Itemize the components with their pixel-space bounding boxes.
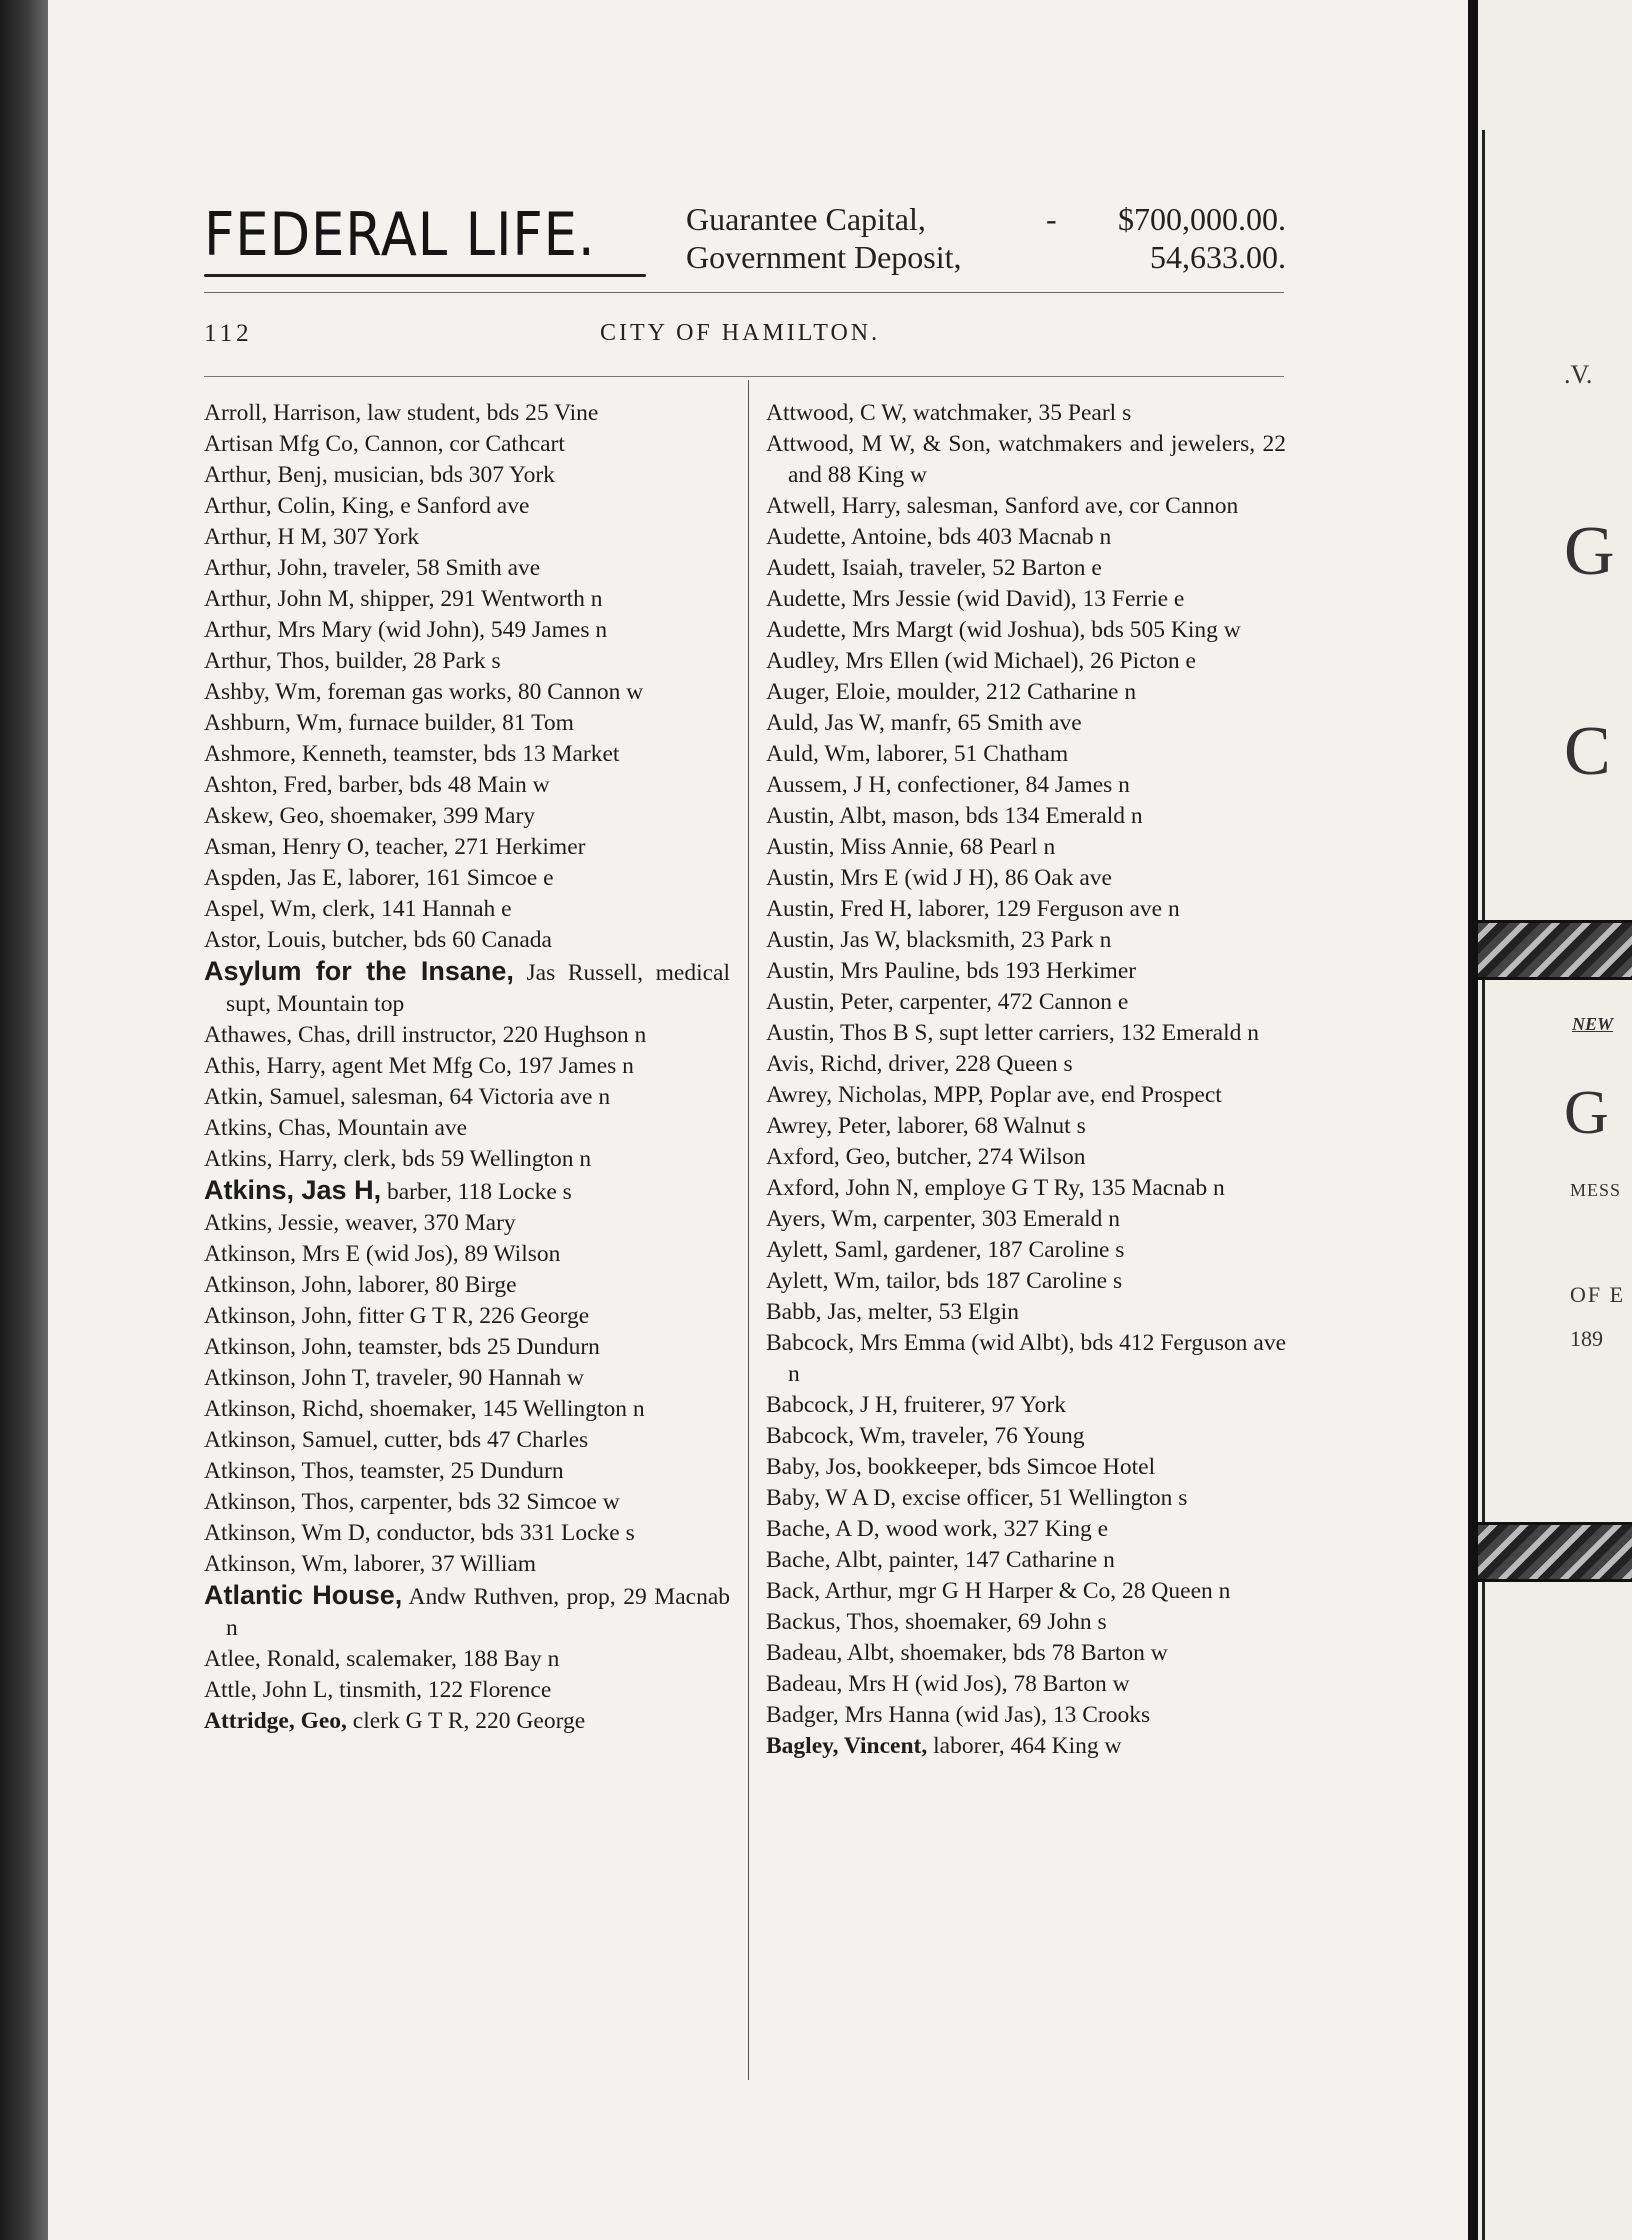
entry-details: tailor, bds 187 Caroline s: [880, 1268, 1123, 1294]
directory-entry: [204, 956, 730, 1020]
directory-entry: [766, 925, 1286, 956]
entry-name: Arthur, Thos,: [204, 648, 330, 674]
ad-row-deposit: [686, 238, 1286, 276]
entry-details: cutter, bds 47 Charles: [378, 1427, 589, 1453]
facing-fragment: 189: [1570, 1326, 1603, 1351]
entry-details: confectioner, 84 James n: [891, 772, 1130, 798]
directory-entry: [766, 863, 1286, 894]
entry-name: Axford, John N,: [766, 1175, 919, 1201]
directory-entry: [766, 1483, 1286, 1514]
entry-details: melter, 53 Elgin: [861, 1299, 1019, 1325]
ad-row-amount: 54,633.00.: [1150, 239, 1286, 275]
directory-entry: [204, 1020, 730, 1051]
entry-name: Arthur, John,: [204, 555, 328, 581]
entry-name: Atkins, Chas,: [204, 1115, 332, 1141]
entry-details: musician, bds 307 York: [327, 462, 555, 488]
directory-entry: [766, 584, 1286, 615]
entry-details: 68 Pearl n: [954, 834, 1056, 860]
entry-name: Atkinson, John T,: [204, 1365, 371, 1391]
facing-page-rule: [1482, 130, 1485, 2240]
column-divider: [748, 380, 749, 2080]
entry-name: Atkinson, Thos,: [204, 1489, 355, 1515]
entry-name: Atkinson, Wm D,: [204, 1520, 371, 1546]
entry-name: Audette, Mrs Margt: [766, 617, 953, 643]
ad-row-label: Government Deposit,: [686, 239, 962, 275]
directory-entry: [766, 956, 1286, 987]
directory-entry: [204, 553, 730, 584]
entry-details: salesman, 64 Victoria ave n: [345, 1084, 611, 1110]
directory-entry: [766, 1514, 1286, 1545]
entry-details: carpenter, 303 Emerald n: [877, 1206, 1121, 1232]
directory-entry: [204, 1706, 730, 1737]
entry-details: laborer, 51 Chatham: [870, 741, 1069, 767]
directory-entry: [204, 801, 730, 832]
page-title: CITY OF HAMILTON.: [600, 320, 881, 346]
ad-row-amount: $700,000.00.: [1118, 201, 1286, 237]
entry-name: Austin, Fred H,: [766, 896, 913, 922]
ad-figures: [686, 200, 1286, 276]
entry-name: Austin, Albt,: [766, 803, 887, 829]
entry-name: Austin, Mrs Pauline,: [766, 958, 961, 984]
entry-details: wood work, 327 King e: [879, 1516, 1109, 1542]
directory-entry: [204, 1456, 730, 1487]
entry-name: Atkinson, Thos,: [204, 1458, 355, 1484]
entry-details: butcher, 274 Wilson: [890, 1144, 1086, 1170]
entry-name: Babcock, J H,: [766, 1392, 898, 1418]
entry-name: Atkinson, John,: [204, 1272, 353, 1298]
directory-entry: [204, 1301, 730, 1332]
entry-details: scalemaker, 188 Bay n: [340, 1646, 560, 1672]
entry-details: teamster, 25 Dundurn: [354, 1458, 564, 1484]
entry-details: teacher, 271 Herkimer: [369, 834, 586, 860]
entry-details: barber, 118 Locke s: [381, 1179, 572, 1205]
entry-name: Arthur, Colin,: [204, 493, 336, 519]
directory-entry: [766, 894, 1286, 925]
directory-entry: [204, 398, 730, 429]
entry-name: Atkinson, Samuel,: [204, 1427, 379, 1453]
entry-name: Attwood, C W,: [766, 400, 908, 426]
entry-name: Awrey, Peter,: [766, 1113, 892, 1139]
entry-name: Audette, Antoine,: [766, 524, 933, 550]
federal-life-advertisement: [204, 200, 1284, 296]
directory-entry: [204, 1332, 730, 1363]
entry-name: Arthur, H M,: [204, 524, 328, 550]
directory-entry: [766, 615, 1286, 646]
facing-fragment: MESS: [1570, 1180, 1622, 1200]
directory-entry: [766, 987, 1286, 1018]
entry-name: Atkin, Samuel,: [204, 1084, 346, 1110]
entry-name: Baby, W A D,: [766, 1485, 897, 1511]
entry-details: watchmakers and jewelers, 22 and 88 King w: [788, 431, 1286, 488]
entry-name: Ashby, Wm,: [204, 679, 322, 705]
entry-details: traveler, 90 Hannah w: [370, 1365, 585, 1391]
directory-entry: [766, 1266, 1286, 1297]
entry-details: (wid Jos), 78 Barton w: [908, 1671, 1130, 1697]
entry-name: Arthur, Mrs Mary: [204, 617, 373, 643]
entry-details: teamster, bds 25 Dundurn: [352, 1334, 600, 1360]
ad-row-dash: -: [1046, 201, 1057, 237]
directory-entry: [766, 1421, 1286, 1452]
entry-name: Badeau, Mrs H: [766, 1671, 909, 1697]
entry-name: Ayers, Wm,: [766, 1206, 878, 1232]
entry-details: mgr G H Harper & Co, 28 Queen n: [892, 1578, 1231, 1604]
entry-name: Ashburn, Wm,: [204, 710, 343, 736]
directory-entry: [766, 429, 1286, 491]
directory-entry: [204, 1580, 730, 1644]
entry-details: bookkeeper, bds Simcoe Hotel: [861, 1454, 1156, 1480]
ad-rule: [204, 292, 1284, 293]
entry-details: clerk G T R, 220 George: [346, 1708, 586, 1734]
entry-name: Atkinson, Mrs E: [204, 1241, 361, 1267]
entry-details: 307 York: [327, 524, 420, 550]
entry-name: Avis, Richd,: [766, 1051, 883, 1077]
entry-name: Audett, Isaiah,: [766, 555, 904, 581]
entry-details: traveler, 76 Young: [905, 1423, 1085, 1449]
entry-name: Aussem, J H,: [766, 772, 892, 798]
entry-name: Attwood, M W, & Son,: [766, 431, 991, 457]
entry-details: (wid Joshua), bds 505 King w: [952, 617, 1241, 643]
facing-fragment: G: [1564, 513, 1615, 590]
entry-name: Awrey, Nicholas,: [766, 1082, 928, 1108]
directory-entry: [204, 1051, 730, 1082]
page-number: 112: [204, 320, 253, 347]
entry-details: Cannon, cor Cathcart: [358, 431, 565, 457]
entry-name: Auld, Wm,: [766, 741, 871, 767]
directory-entry: [766, 1111, 1286, 1142]
entry-name: Atkins, Jessie,: [204, 1210, 340, 1236]
directory-entry: [204, 1487, 730, 1518]
entry-name: Aylett, Wm,: [766, 1268, 881, 1294]
directory-entry: [766, 832, 1286, 863]
entry-details: painter, 147 Catharine n: [882, 1547, 1115, 1573]
entry-name: Aspel, Wm,: [204, 896, 317, 922]
directory-entry: [204, 460, 730, 491]
entry-details: shoemaker, bds 78 Barton w: [894, 1640, 1168, 1666]
entry-name: Aspden, Jas E,: [204, 865, 343, 891]
facing-fragment: C: [1564, 713, 1611, 790]
ad-brand: FEDERAL LIFE.: [204, 200, 596, 270]
entry-details: laborer, 37 William: [347, 1551, 537, 1577]
entry-details: bds 193 Herkimer: [960, 958, 1137, 984]
facing-page-edge: [1478, 0, 1632, 2240]
entry-name: Audley, Mrs Ellen: [766, 648, 939, 674]
directory-entry: [766, 553, 1286, 584]
entry-details: (wid Jos), 89 Wilson: [360, 1241, 561, 1267]
directory-entry: [766, 801, 1286, 832]
directory-entry: [766, 398, 1286, 429]
ad-row-label: Guarantee Capital,: [686, 201, 926, 237]
facing-fragment: .V.: [1564, 360, 1593, 389]
directory-entry: [766, 1142, 1286, 1173]
entry-details: laborer, 129 Ferguson ave n: [912, 896, 1180, 922]
directory-entry: [204, 1144, 730, 1175]
entry-details: blacksmith, 23 Park n: [900, 927, 1112, 953]
entry-details: gardener, 187 Caroline s: [888, 1237, 1125, 1263]
entry-details: shoemaker, 145 Wellington n: [363, 1396, 645, 1422]
entry-details: King, e Sanford ave: [335, 493, 530, 519]
entry-details: furnace builder, 81 Tom: [342, 710, 574, 736]
directory-entry: [766, 1204, 1286, 1235]
entry-name: Auld, Jas W,: [766, 710, 885, 736]
entry-details: traveler, 58 Smith ave: [327, 555, 541, 581]
entry-name: Atkinson, John,: [204, 1303, 353, 1329]
directory-entry: [766, 1545, 1286, 1576]
entry-name: Atlantic House,: [204, 1580, 403, 1610]
entry-name: Austin, Thos B S,: [766, 1020, 934, 1046]
directory-entry: [766, 1669, 1286, 1700]
entry-details: shoemaker, 399 Mary: [324, 803, 536, 829]
directory-entry: [204, 1518, 730, 1549]
entry-name: Askew, Geo,: [204, 803, 325, 829]
entry-details: Andw Ruthven, prop, 29 Macnab n: [226, 1584, 730, 1641]
entry-name: Asman, Henry O,: [204, 834, 370, 860]
entry-name: Arthur, Benj,: [204, 462, 328, 488]
entry-details: (wid David), 13 Ferrie e: [950, 586, 1185, 612]
entry-name: Atlee, Ronald,: [204, 1646, 341, 1672]
directory-entry: [204, 739, 730, 770]
ad-brand-underline: [204, 274, 646, 277]
directory-entry: [766, 1049, 1286, 1080]
entry-name: Baby, Jos,: [766, 1454, 862, 1480]
entry-details: builder, 28 Park s: [329, 648, 501, 674]
directory-entry: [766, 1328, 1286, 1390]
entry-details: salesman, Sanford ave, cor Cannon: [900, 493, 1239, 519]
entry-details: (wid Albt), bds 412 Ferguson ave n: [788, 1330, 1286, 1387]
directory-entry: [766, 1700, 1286, 1731]
directory-entry: [204, 1644, 730, 1675]
entry-name: Artisan Mfg Co,: [204, 431, 359, 457]
directory-entry: [766, 677, 1286, 708]
entry-details: carpenter, 472 Cannon e: [893, 989, 1129, 1015]
directory-entry: [204, 522, 730, 553]
entry-details: shoemaker, 69 John s: [899, 1609, 1107, 1635]
entry-details: drill instructor, 220 Hughson n: [350, 1022, 647, 1048]
entry-details: teamster, bds 13 Market: [387, 741, 620, 767]
entry-details: clerk, 141 Hannah e: [316, 896, 512, 922]
entry-name: Arroll, Harrison,: [204, 400, 362, 426]
entry-details: fruiterer, 97 York: [897, 1392, 1066, 1418]
directory-column-right: [766, 398, 1286, 1762]
entry-name: Audette, Mrs Jessie: [766, 586, 951, 612]
entry-name: Atkins, Harry,: [204, 1146, 338, 1172]
directory-entry: [766, 491, 1286, 522]
entry-details: law student, bds 25 Vine: [361, 400, 599, 426]
directory-entry: [766, 1018, 1286, 1049]
entry-details: clerk, bds 59 Wellington n: [337, 1146, 592, 1172]
facing-fragment: G: [1564, 1079, 1609, 1147]
directory-entry: [766, 1297, 1286, 1328]
directory-entry: [766, 739, 1286, 770]
entry-details: fitter G T R, 226 George: [352, 1303, 590, 1329]
directory-entry: [204, 1239, 730, 1270]
entry-details: manfr, 65 Smith ave: [884, 710, 1082, 736]
entry-details: foreman gas works, 80 Cannon w: [321, 679, 644, 705]
entry-name: Atkinson, Richd,: [204, 1396, 364, 1422]
entry-details: tinsmith, 122 Florence: [333, 1677, 552, 1703]
entry-name: Arthur, John M,: [204, 586, 355, 612]
entry-details: laborer, 464 King w: [927, 1733, 1122, 1759]
entry-name: Austin, Peter,: [766, 989, 894, 1015]
entry-details: watchmaker, 35 Pearl s: [907, 400, 1132, 426]
entry-name: Atkins, Jas H,: [204, 1175, 382, 1205]
directory-column-left: [204, 398, 730, 1737]
directory-entry: [204, 584, 730, 615]
directory-entry: [204, 894, 730, 925]
running-head: [204, 320, 1284, 356]
entry-details: driver, 228 Queen s: [882, 1051, 1073, 1077]
entry-details: (wid Jas), 13 Crooks: [949, 1702, 1151, 1728]
entry-name: Babcock, Mrs Emma: [766, 1330, 966, 1356]
directory-entry: [204, 1394, 730, 1425]
entry-details: employe G T Ry, 135 Macnab n: [918, 1175, 1225, 1201]
entry-name: Bache, Albt,: [766, 1547, 883, 1573]
directory-entry: [204, 863, 730, 894]
entry-details: supt letter carriers, 132 Emerald n: [933, 1020, 1259, 1046]
directory-entry: [204, 646, 730, 677]
entry-name: Athawes, Chas,: [204, 1022, 351, 1048]
entry-name: Aylett, Saml,: [766, 1237, 889, 1263]
directory-entry: [766, 1452, 1286, 1483]
facing-ornament-band: [1478, 920, 1632, 980]
entry-details: agent Met Mfg Co, 197 James n: [325, 1053, 634, 1079]
directory-entry: [204, 770, 730, 801]
entry-name: Attle, John L,: [204, 1677, 334, 1703]
directory-entry: [766, 770, 1286, 801]
entry-name: Backus, Thos,: [766, 1609, 900, 1635]
directory-entry: [204, 925, 730, 956]
ad-row-capital: [686, 200, 1286, 238]
directory-entry: [204, 1208, 730, 1239]
directory-entry: [204, 677, 730, 708]
directory-entry: [766, 1731, 1286, 1762]
entry-name: Bagley, Vincent,: [766, 1733, 928, 1759]
entry-details: mason, bds 134 Emerald n: [886, 803, 1143, 829]
scan-edge: [0, 0, 48, 2240]
directory-entry: [204, 708, 730, 739]
directory-entry: [204, 491, 730, 522]
directory-entry: [766, 1576, 1286, 1607]
entry-details: (wid John), 549 James n: [372, 617, 608, 643]
directory-entry: [766, 1607, 1286, 1638]
directory-entry: [766, 1173, 1286, 1204]
entry-details: Mountain ave: [331, 1115, 468, 1141]
entry-name: Astor, Louis,: [204, 927, 327, 953]
entry-details: carpenter, bds 32 Simcoe w: [354, 1489, 620, 1515]
directory-entry: [766, 1235, 1286, 1266]
entry-details: laborer, 80 Birge: [352, 1272, 517, 1298]
directory-entry: [766, 1638, 1286, 1669]
directory-entry: [766, 708, 1286, 739]
page-gutter: [1468, 0, 1478, 2240]
entry-details: excise officer, 51 Wellington s: [896, 1485, 1188, 1511]
entry-name: Babb, Jas,: [766, 1299, 862, 1325]
entry-details: shipper, 291 Wentworth n: [354, 586, 603, 612]
entry-name: Austin, Jas W,: [766, 927, 901, 953]
entry-details: Jas Russell, medical supt, Mountain top: [226, 960, 730, 1017]
facing-fragment: OF E: [1570, 1282, 1626, 1307]
entry-details: MPP, Poplar ave, end Prospect: [927, 1082, 1222, 1108]
entry-details: (wid Michael), 26 Picton e: [938, 648, 1196, 674]
directory-entry: [204, 429, 730, 460]
directory-entry: [204, 1675, 730, 1706]
entry-details: weaver, 370 Mary: [339, 1210, 516, 1236]
entry-name: Auger, Eloie,: [766, 679, 892, 705]
directory-entry: [204, 1363, 730, 1394]
entry-name: Attridge, Geo,: [204, 1708, 347, 1734]
entry-details: (wid J H), 86 Oak ave: [898, 865, 1112, 891]
entry-name: Athis, Harry,: [204, 1053, 326, 1079]
entry-name: Badeau, Albt,: [766, 1640, 895, 1666]
directory-entry: [204, 1082, 730, 1113]
entry-name: Austin, Miss Annie,: [766, 834, 955, 860]
directory-entry: [766, 646, 1286, 677]
entry-details: laborer, 68 Walnut s: [891, 1113, 1086, 1139]
facing-fragment: NEW: [1572, 1014, 1614, 1034]
directory-entry: [204, 1175, 730, 1208]
entry-name: Atwell, Harry,: [766, 493, 901, 519]
directory-entry: [204, 1270, 730, 1301]
entry-details: butcher, bds 60 Canada: [326, 927, 552, 953]
directory-entry: [204, 1549, 730, 1580]
directory-entry: [766, 1080, 1286, 1111]
directory-entry: [204, 1113, 730, 1144]
directory-entry: [204, 615, 730, 646]
directory-entry: [204, 832, 730, 863]
header-rule: [204, 376, 1284, 377]
entry-name: Atkinson, Wm,: [204, 1551, 348, 1577]
entry-name: Ashton, Fred,: [204, 772, 333, 798]
directory-entry: [204, 1425, 730, 1456]
entry-name: Atkinson, John,: [204, 1334, 353, 1360]
entry-name: Ashmore, Kenneth,: [204, 741, 388, 767]
entry-name: Asylum for the Insane,: [204, 956, 514, 986]
entry-name: Bache, A D,: [766, 1516, 880, 1542]
entry-name: Back, Arthur,: [766, 1578, 893, 1604]
entry-name: Babcock, Wm,: [766, 1423, 906, 1449]
entry-details: traveler, 52 Barton e: [903, 555, 1102, 581]
entry-details: barber, bds 48 Main w: [332, 772, 550, 798]
directory-entry: [766, 1390, 1286, 1421]
entry-details: moulder, 212 Catharine n: [891, 679, 1137, 705]
entry-name: Austin, Mrs E: [766, 865, 899, 891]
entry-details: laborer, 161 Simcoe e: [342, 865, 554, 891]
entry-details: bds 403 Macnab n: [932, 524, 1112, 550]
entry-details: conductor, bds 331 Locke s: [370, 1520, 635, 1546]
entry-name: Badger, Mrs Hanna: [766, 1702, 950, 1728]
directory-entry: [766, 522, 1286, 553]
entry-name: Axford, Geo,: [766, 1144, 891, 1170]
facing-ornament-band: [1478, 1522, 1632, 1582]
